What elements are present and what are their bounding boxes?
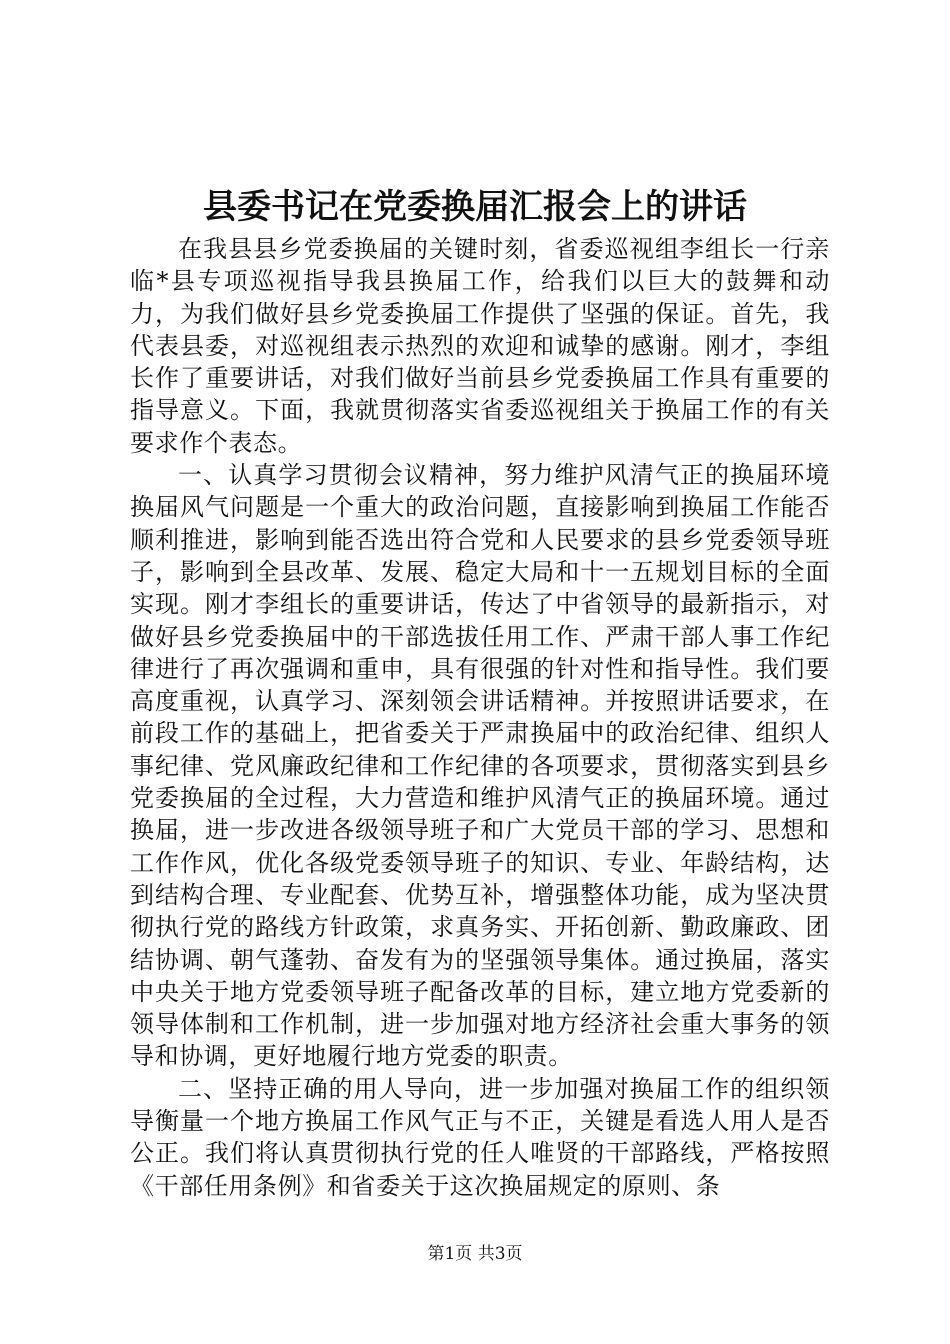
document-body (130, 233, 830, 1202)
document-title: 县委书记在党委换届汇报会上的讲话 (203, 187, 747, 227)
page-number-footer: 第1页 共3页 (427, 1244, 523, 1264)
paragraph-section-two: 二、坚持正确的用人导向，进一步加强对换届工作的组织领导衡量一个地方换届工作风气正与不正，关键是看选人用人是否公正。我们将认真贯彻执行党的任人唯贤的干部路线，严格按照《干部任用条例》和省委关于这次换届规定的原则、条 (130, 1074, 830, 1200)
paragraph-section-one: 一、认真学习贯彻会议精神，努力维护风清气正的换届环境换届风气问题是一个重大的政治问题，直接影响到换届工作能否顺利推进，影响到能否选出符合党和人民要求的县乡党委领导班子，影响到全县改革、发展、稳定大局和十一五规划目标的全面实现。刚才李组长的重要讲话，传达了中省领导的最新指示，对做好县乡党委换届中的干部选拔任用工作、严肃干部人事工作纪律进行了再次强调和重申，具有很强的针对性和指导性。我们要高度重视，认真学习、深刻领会讲话精神。并按照讲话要求，在前段工作的基础上，把省委关于严肃换届中的政治纪律、组织人事纪律、党风廉政纪律和工作纪律的各项要求，贯彻落实到县乡党委换届的全过程，大力营造和维护风清气正的换届环境。通过换届，进一步改进各级领导班子和广大党员干部的学习、思想和工作作风，优化各级党委领导班子的知识、专业、年龄结构，达到结构合理、专业配套、优势互补，增强整体功能，成为坚决贯彻执行党的路线方针政策，求真务实、开拓创新、勤政廉政、团结协调、朝气蓬勃、奋发有为的坚强领导集体。通过换届，落实中央关于地方党委领导班子配备改革的目标，建立地方党委新的领导体制和工作机制，进一步加强对地方经济社会重大事务的领导和协调，更好地履行地方党委的职责。 (130, 461, 830, 1071)
paragraph-intro: 在我县县乡党委换届的关键时刻，省委巡视组李组长一行亲临*县专项巡视指导我县换届工作，给我们以巨大的鼓舞和动力，为我们做好县乡党委换届工作提供了坚强的保证。首先，我代表县委，对巡视组表示热烈的欢迎和诚挚的感谢。刚才，李组长作了重要讲话，对我们做好当前县乡党委换届工作具有重要的指导意义。下面，我就贯彻落实省委巡视组关于换届工作的有关要求作个表态。 (130, 235, 830, 457)
